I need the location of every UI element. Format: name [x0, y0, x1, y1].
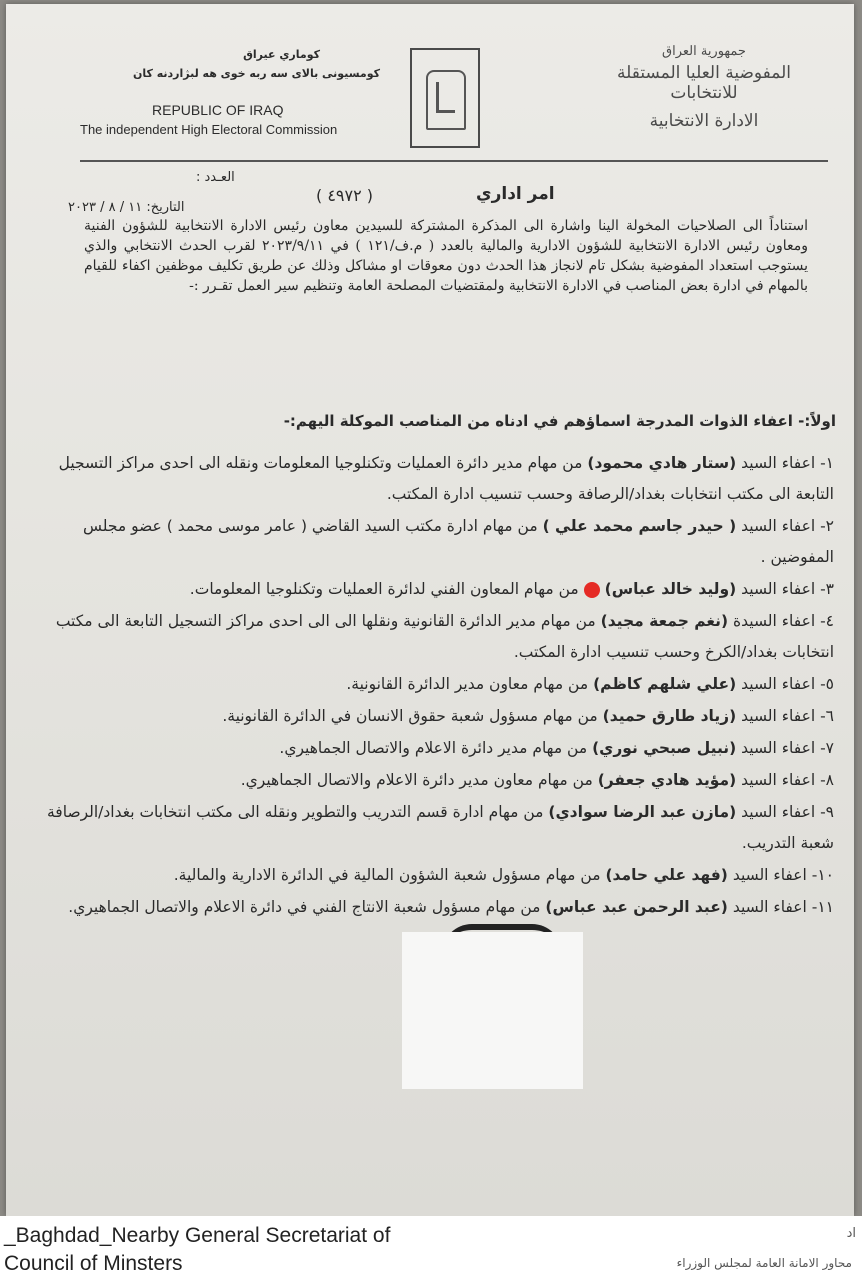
footer-caption-line2: Council of Minsters: [4, 1252, 183, 1275]
employee-name: (فهد علي حامد): [605, 866, 728, 884]
item-prefix: ٦- اعفاء السيد: [741, 707, 834, 725]
item-text: من مهام معاون مدير دائرة الاعلام والاتصال الجماهيري.: [240, 771, 593, 789]
item-text: من مهام ادارة مكتب السيد القاضي ( عامر موسى محمد ) عضو مجلس المفوضين .: [82, 517, 834, 566]
list-item: [24, 669, 834, 700]
arabic-letterhead: [584, 44, 824, 131]
list-item: [24, 733, 834, 764]
item-prefix: ١١- اعفاء السيد: [732, 898, 834, 916]
item-prefix: ٩- اعفاء السيد: [741, 803, 834, 821]
letterhead-commission-en: The independent High Electoral Commission: [80, 122, 338, 137]
redacted-signature-area: [402, 932, 583, 1089]
item-text: من مهام ادارة قسم التدريب والتطوير ونقله الى مكتب انتخابات بغداد/الرصافة شعبة التدريب.: [47, 803, 834, 852]
list-item: [24, 448, 834, 510]
logo-emblem-icon: [426, 70, 466, 130]
list-item: [24, 892, 834, 923]
item-text: من مهام مدير الدائرة القانونية ونقلها الى الى احدى مراكز التسجيل التابعة الى مكتب انتخابات بغداد/الكرخ وحسب تنسيب ادارة المكتب.: [55, 612, 834, 661]
item-prefix: ٧- اعفاء السيد: [741, 739, 834, 757]
list-item: [24, 701, 834, 732]
employee-name: (زياد طارق حميد): [602, 707, 737, 725]
item-text: من مهام مسؤول شعبة الانتاج الفني في دائرة الاعلام والاتصال الجماهيري.: [68, 898, 541, 916]
letterhead-department-ar: الادارة الانتخابية: [649, 111, 759, 131]
item-text: من مهام مدير دائرة العمليات وتكنلوجيا المعلومات ونقله الى احدى مراكز التسجيل التابعة الى مكتب انتخابات بغداد/الرصافة وحسب تنسيب ادارة المكتب.: [58, 454, 834, 503]
letterhead-country-kurdish: كوماري عيراق: [243, 48, 320, 61]
item-prefix: ٨- اعفاء السيد: [741, 771, 834, 789]
list-item: [24, 797, 834, 859]
item-text: من مهام مسؤول شعبة الشؤون المالية في الدائرة الادارية والمالية.: [173, 866, 601, 884]
list-item: [24, 574, 834, 605]
item-prefix: ٥- اعفاء السيد: [741, 675, 834, 693]
order-date: التاريخ: ١١ / ٨ / ٢٠٢٣: [68, 200, 185, 215]
employee-name: (نبيل صبحي نوري): [592, 739, 737, 757]
list-item: [24, 860, 834, 891]
item-text: من مهام المعاون الفني لدائرة العمليات وتكنلوجيا المعلومات.: [189, 580, 579, 598]
intro-paragraph: استناداً الى الصلاحيات المخولة الينا واشارة الى المذكرة المشتركة للسيدين معاون رئيس الادارة الانتخابية للشؤون الفنية ومعاون رئيس الادارة الانتخابية للشؤون الادارية والمالية بالعدد ( م.ف/١٢١ ) في ٢٠٢٣/٩/١١ لقرب الحدث الانتخابي والذي يستوجب استعداد المفوضية بشكل تام لانجاز هذا الحدث دون معوقات او مشاكل وذلك عن طريق تكليف موظفين اكفاء للقيام بالمهام في ادارة بعض المناصب في الادارة الانتخابية ولمقتضيات المصلحة العامة وتنظيم سير العمل تقـرر :-: [84, 218, 809, 294]
watermark-footer: [0, 1216, 862, 1280]
employee-name: (مازن عبد الرضا سوادي): [548, 803, 737, 821]
item-prefix: ٣- اعفاء السيد: [741, 580, 834, 598]
footer-caption-line1: _Baghdad_Nearby General Secretariat of: [4, 1224, 391, 1247]
employee-name: (وليد خالد عباس): [604, 580, 737, 598]
list-item: [24, 765, 834, 796]
header-divider: [80, 160, 828, 162]
commission-logo: [410, 48, 480, 148]
dismissal-list: [24, 448, 834, 924]
letterhead-commission-ar: المفوضية العليا المستقلة للانتخابات: [616, 63, 791, 103]
employee-name: (عبد الرحمن عبد عباس): [545, 898, 728, 916]
order-title: امر اداري: [476, 184, 555, 204]
employee-name: (ستار هادي محمود): [587, 454, 737, 472]
item-prefix: ١٠- اعفاء السيد: [732, 866, 834, 884]
section-heading: اولاً:- اعفاء الذوات المدرجة اسماؤهم في ادناه من المناصب الموكلة اليهم:-: [283, 412, 836, 430]
employee-name: (نغم جمعة مجيد): [600, 612, 729, 630]
document-page: [6, 4, 854, 1216]
red-dot-marker: [584, 582, 600, 598]
letterhead-commission-kurdish: كومسيونى بالاى سه ربه خوى هه لبژاردنه كان: [132, 67, 380, 80]
item-text: من مهام مدير دائرة الاعلام والاتصال الجماهيري.: [279, 739, 588, 757]
list-item: [24, 511, 834, 573]
item-prefix: ٤- اعفاء السيدة: [733, 612, 834, 630]
employee-name: (علي شلهم كاظم): [593, 675, 737, 693]
order-number: ( ٤٩٧٢ ): [316, 186, 374, 205]
employee-name: ( حيدر جاسم محمد علي ): [542, 517, 737, 535]
list-item: [24, 606, 834, 668]
letterhead-country-ar: جمهورية العراق: [662, 44, 746, 59]
employee-name: (مؤيد هادي جعفر): [597, 771, 737, 789]
reference-number-label: العـدد :: [196, 170, 235, 185]
letterhead-country-en: REPUBLIC OF IRAQ: [152, 102, 284, 118]
item-prefix: ١- اعفاء السيد: [741, 454, 834, 472]
item-text: من مهام معاون مدير الدائرة القانونية.: [346, 675, 589, 693]
item-text: من مهام مسؤول شعبة حقوق الانسان في الدائرة القانونية.: [222, 707, 598, 725]
footer-arabic-line2: محاور الامانة العامة لمجلس الوزراء: [676, 1256, 852, 1270]
item-prefix: ٢- اعفاء السيد: [741, 517, 834, 535]
footer-arabic-line1: اد: [846, 1226, 856, 1241]
english-letterhead: [80, 48, 380, 137]
